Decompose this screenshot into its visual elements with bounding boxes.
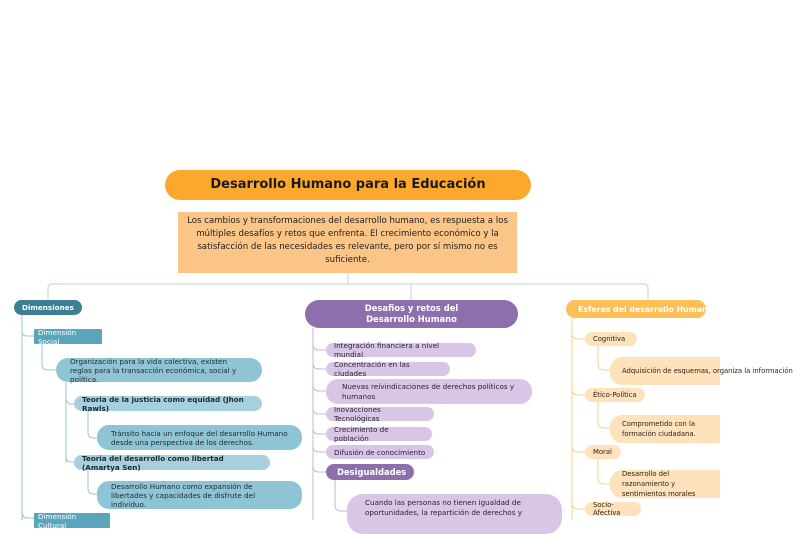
node-expansion[interactable]: Desarrollo Humano como expansión de libertades y capacidades de disfrute del individuo. — [97, 481, 302, 509]
node-desigualdades[interactable]: Desigualdades — [326, 464, 414, 480]
node-desafio-3[interactable]: Nuevas reivindicaciones de derechos políticos y humanos — [326, 379, 532, 404]
node-desafios[interactable]: Desafios y retos del Desarrollo Humano — [305, 300, 518, 328]
node-esfera-socio-afectiva[interactable]: Socio-Afectiva — [585, 502, 641, 516]
node-dimension-social[interactable]: Dimensión Social — [34, 329, 102, 344]
node-dimension-cultural[interactable]: Dimensión Cultural — [34, 513, 110, 528]
node-desigualdades-detail[interactable]: Cuando las personas no tienen igualdad de oportunidades, la repartición de derechos y — [347, 494, 562, 534]
node-organizacion[interactable]: Organización para la vida colectiva, existen reglas para la transacción económica, social y política. — [56, 358, 262, 382]
node-transito[interactable]: Tránsito hacia un enfoque del desarrollo Humano desde una perspectiva de los derechos. — [97, 425, 302, 450]
node-esfera-cognitiva[interactable]: Cognitiva — [585, 332, 637, 346]
node-desafio-1[interactable]: Integración financiera a nivel mundial — [326, 343, 476, 357]
node-esfera-moral[interactable]: Moral — [585, 445, 621, 459]
node-desafio-6[interactable]: Difusión de conocimiento — [326, 445, 434, 459]
node-esfera-etico-politica[interactable]: Ético-Política — [585, 388, 645, 402]
central-topic[interactable]: Desarrollo Humano para la Educación — [165, 170, 531, 200]
node-esfera-cognitiva-detail[interactable]: Adquisición de esquemas, organiza la información — [610, 357, 720, 385]
node-esfera-moral-detail[interactable]: Desarrollo del razonamiento y sentimientos morales — [610, 470, 720, 498]
node-teoria-justicia[interactable]: Teoria de la justicia como equidad (Jhon Rawls) — [74, 396, 262, 411]
node-desafio-5[interactable]: Crecimiento de población — [326, 427, 432, 441]
node-esferas[interactable]: Esferas del desarrollo Humano — [566, 300, 706, 318]
root-description[interactable]: Los cambios y transformaciones del desarrollo humano, es respuesta a los múltiples desafíos y retos que enfrenta. El crecimiento económico y la satisfacción de las necesidades es relevante, pero por sí mismo no es suficiente. — [178, 212, 517, 273]
node-teoria-libertad[interactable]: Teoria del desarrollo como libertad (Amartya Sen) — [74, 455, 270, 470]
node-desafio-4[interactable]: Inovacciones Tecnológicas — [326, 407, 434, 421]
node-dimensiones[interactable]: Dimensiones — [14, 300, 82, 315]
node-esfera-etico-politica-detail[interactable]: Comprometido con la formación ciudadana. — [610, 415, 720, 443]
node-desafio-2[interactable]: Concentración en las ciudades — [326, 362, 450, 376]
